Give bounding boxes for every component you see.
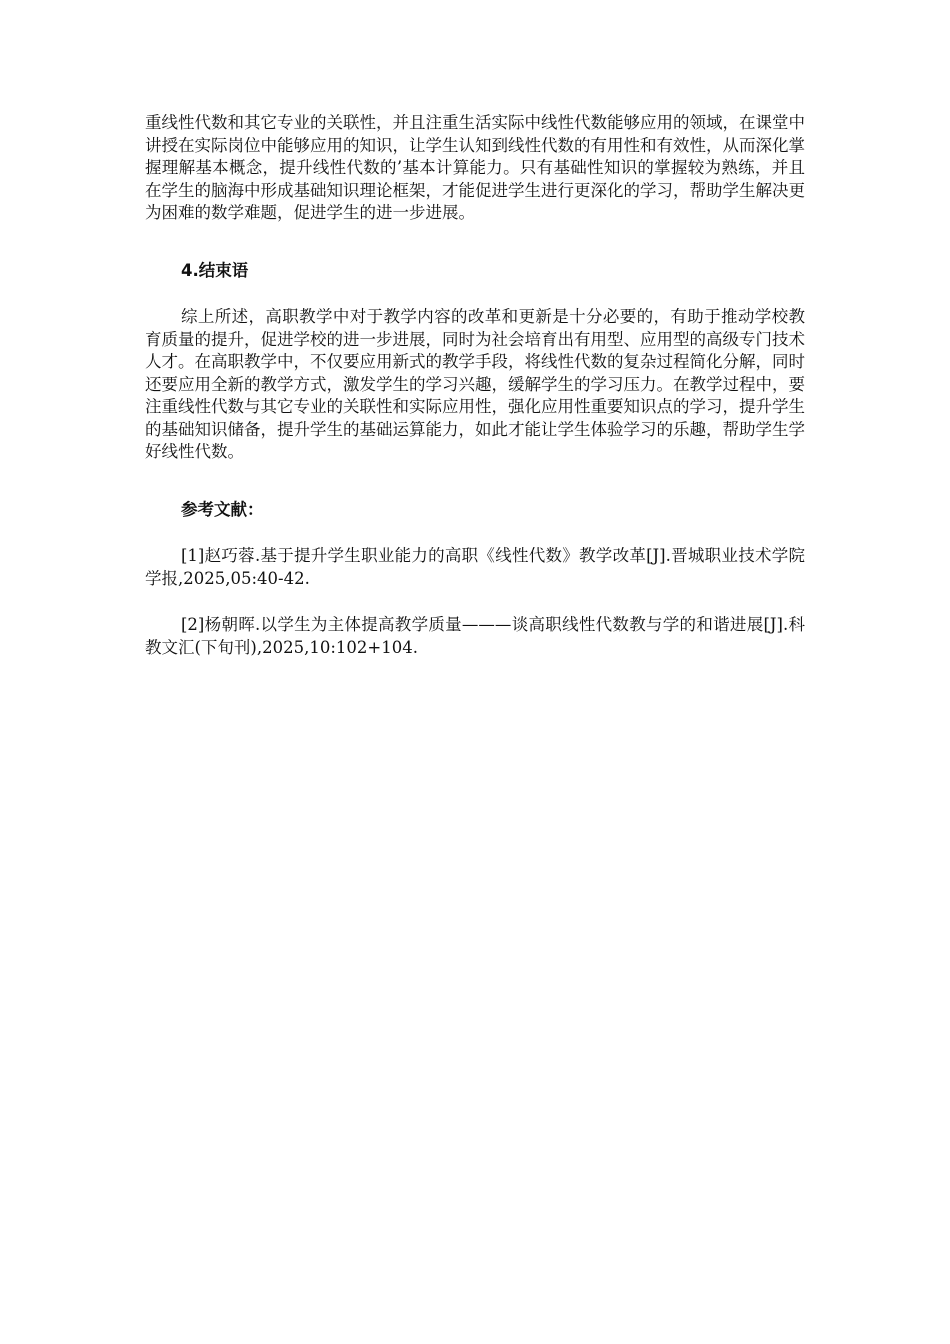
reference-item-2: [2]杨朝晖.以学生为主体提高教学质量———谈高职线性代数教与学的和谐进展[J].科教文汇(下旬刊),2025,10:102+104. — [145, 615, 805, 657]
references-heading: 参考文献： — [181, 499, 264, 519]
reference-item-1: [1]赵巧蓉.基于提升学生职业能力的高职《线性代数》教学改革[J].晋城职业技术学院学报,2025,05:40-42. — [145, 546, 805, 588]
document-page — [145, 112, 805, 659]
section-heading-conclusion: 4.结束语 — [181, 260, 249, 280]
body-paragraph-continued: 重线性代数和其它专业的关联性，并且注重生活实际中线性代数能够应用的领域，在课堂中讲授在实际岗位中能够应用的知识，让学生认知到线性代数的有用性和有效性，从而深化掌握理解基本概念，提升线性代数的’基本计算能力。只有基础性知识的掌握较为熟练，并且在学生的脑海中形成基础知识理论框架，才能促进学生进行更深化的学习，帮助学生解决更为困难的数学难题，促进学生的进一步进展。 — [145, 113, 805, 222]
conclusion-paragraph: 综上所述，高职教学中对于教学内容的改革和更新是十分必要的，有助于推动学校教育质量的提升，促进学校的进一步进展，同时为社会培育出有用型、应用型的高级专门技术人才。在高职教学中，不仅要应用新式的教学手段，将线性代数的复杂过程简化分解，同时还要应用全新的教学方式，激发学生的学习兴趣，缓解学生的学习压力。在教学过程中，要注重线性代数与其它专业的关联性和实际应用性，强化应用性重要知识点的学习，提升学生的基础知识储备，提升学生的基础运算能力，如此才能让学生体验学习的乐趣，帮助学生学好线性代数。 — [145, 307, 805, 461]
